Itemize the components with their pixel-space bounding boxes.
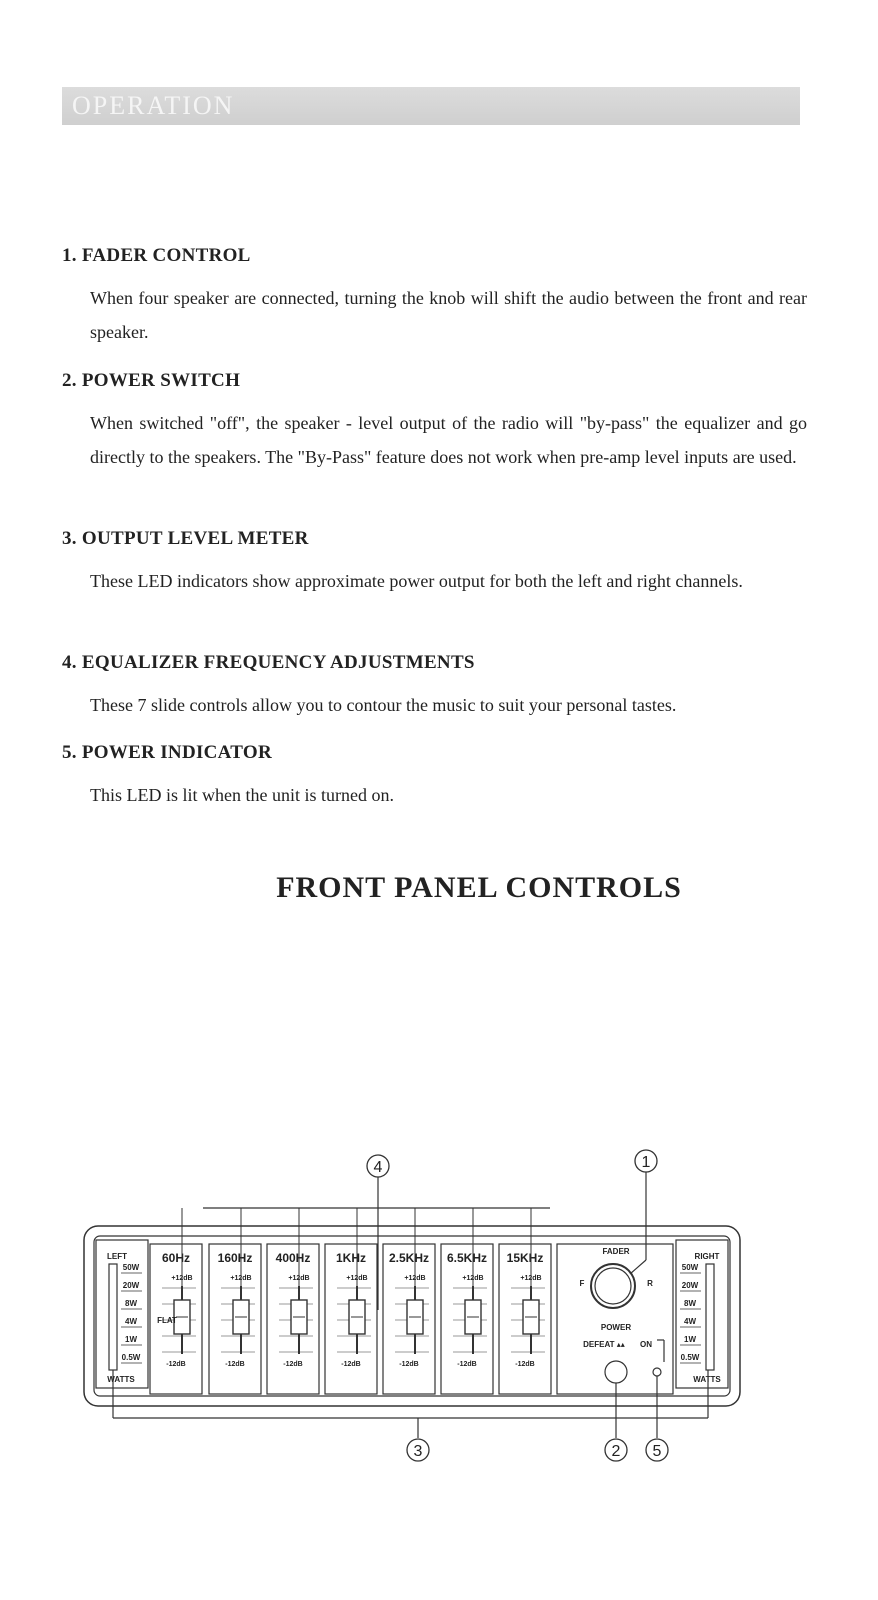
fader-front-label: F (579, 1279, 585, 1288)
right-meter-level: 0.5W (680, 1353, 700, 1362)
left-meter-level: 8W (125, 1299, 137, 1308)
right-watts-label: WATTS (693, 1375, 721, 1384)
eq-minus-label: -12dB (225, 1361, 245, 1368)
right-meter-label: RIGHT (694, 1252, 720, 1261)
section-body: These 7 slide controls allow you to contour the music to suit your personal tastes. (90, 695, 677, 715)
left-meter-level: 1W (125, 1335, 137, 1344)
section-heading: 5. POWER INDICATOR (62, 742, 273, 763)
right-meter-level: 1W (684, 1335, 696, 1344)
section-output-level-meter (62, 528, 807, 598)
left-meter-level: 20W (122, 1281, 140, 1290)
eq-band-label: 60Hz (161, 1251, 191, 1265)
front-panel-svg (0, 1140, 878, 1480)
section-heading: 2. POWER SWITCH (62, 370, 241, 391)
section-equalizer-adjustments (62, 652, 807, 722)
eq-plus-label: +12dB (171, 1275, 193, 1282)
section-body: These LED indicators show approximate power output for both the left and right channels. (90, 571, 743, 591)
left-watts-label: WATTS (107, 1375, 135, 1384)
right-meter-level: 4W (684, 1317, 696, 1326)
right-meter-level: 50W (681, 1263, 699, 1272)
power-switch (605, 1361, 627, 1383)
eq-minus-label: -12dB (515, 1361, 535, 1368)
defeat-label: DEFEAT ▴▴ (583, 1340, 625, 1349)
callout-1: 1 (641, 1154, 651, 1171)
section-fader-control (62, 245, 807, 349)
eq-band-label: 6.5KHz (446, 1251, 488, 1265)
eq-flat-label: FLAT (157, 1316, 177, 1325)
callout-1-pointer (630, 1260, 646, 1274)
power-indicator-led (653, 1368, 661, 1376)
eq-minus-label: -12dB (283, 1361, 303, 1368)
right-meter-level: 20W (681, 1281, 699, 1290)
eq-plus-label: +12dB (230, 1275, 252, 1282)
eq-plus-label: +12dB (346, 1275, 368, 1282)
eq-minus-label: -12dB (399, 1361, 419, 1368)
section-heading: 4. EQUALIZER FREQUENCY ADJUSTMENTS (62, 652, 475, 673)
eq-band-label: 1KHz (335, 1251, 367, 1265)
eq-minus-label: -12dB (457, 1361, 477, 1368)
section-body: When switched "off", the speaker - level output of the radio will "by-pass" the equalizer and go directly to the speakers. The "By-Pass" feature does not work when pre-amp level inputs are used. (90, 413, 807, 467)
section-heading: 3. OUTPUT LEVEL METER (62, 528, 309, 549)
eq-plus-label: +12dB (288, 1275, 310, 1282)
eq-plus-label: +12dB (462, 1275, 484, 1282)
eq-minus-label: -12dB (166, 1361, 186, 1368)
section-power-indicator (62, 742, 807, 812)
section-banner (62, 87, 800, 125)
power-label: POWER (600, 1323, 632, 1332)
section-body: When four speaker are connected, turning the knob will shift the audio between the front and rear speaker. (90, 288, 807, 342)
eq-minus-label: -12dB (341, 1361, 361, 1368)
left-meter-level: 0.5W (121, 1353, 141, 1362)
front-panel-title: FRONT PANEL CONTROLS (276, 871, 682, 904)
right-led-strip (706, 1264, 714, 1370)
eq-plus-label: +12dB (404, 1275, 426, 1282)
right-meter-level: 8W (684, 1299, 696, 1308)
fader-knob-inner (595, 1268, 631, 1304)
front-panel-diagram (0, 1140, 878, 1480)
eq-band-label: 400Hz (275, 1251, 311, 1265)
fader-knob-outer (591, 1264, 635, 1308)
banner-title: OPERATION (72, 91, 235, 120)
section-heading: 1. FADER CONTROL (62, 245, 251, 266)
callout-3: 3 (413, 1443, 423, 1460)
fader-power-box (557, 1244, 673, 1394)
section-power-switch (62, 370, 807, 474)
eq-band-label: 15KHz (506, 1251, 544, 1265)
fader-rear-label: R (647, 1279, 653, 1288)
section-body: This LED is lit when the unit is turned on. (90, 785, 394, 805)
eq-plus-label: +12dB (520, 1275, 542, 1282)
left-meter-label: LEFT (107, 1252, 127, 1261)
left-meter-level: 4W (125, 1317, 137, 1326)
eq-band-label: 160Hz (217, 1251, 253, 1265)
left-meter-level: 50W (122, 1263, 140, 1272)
left-led-strip (109, 1264, 117, 1370)
eq-band-label: 2.5KHz (388, 1251, 430, 1265)
callout-4: 4 (373, 1159, 383, 1176)
fader-label: FADER (602, 1247, 630, 1256)
on-label: ON (640, 1340, 652, 1349)
callout-5: 5 (652, 1443, 662, 1460)
callout-2: 2 (611, 1443, 621, 1460)
